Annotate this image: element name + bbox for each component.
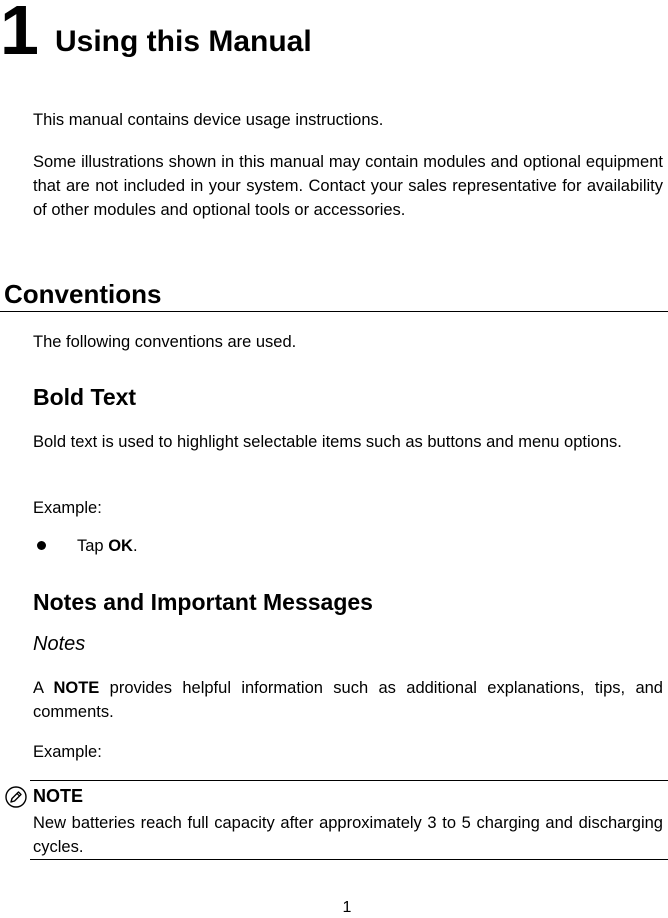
note-label: NOTE <box>33 786 84 806</box>
pencil-icon <box>5 786 27 808</box>
bold-text-example-label: Example: <box>33 499 102 517</box>
notes-desc-suffix: provides helpful information such as additional explanations, tips, and comments. <box>33 679 663 721</box>
notes-description <box>33 676 663 724</box>
note-top-rule <box>30 780 668 781</box>
bullet-prefix: Tap <box>77 537 109 555</box>
bullet-bold-ok: OK <box>108 537 133 555</box>
conventions-heading: Conventions <box>4 279 162 309</box>
notes-desc-bold: NOTE <box>53 679 100 697</box>
notes-subheading: Notes <box>33 633 86 655</box>
notes-example-label: Example: <box>33 743 102 761</box>
bold-text-heading: Bold Text <box>33 384 137 410</box>
bold-text-description: Bold text is used to highlight selectable items such as buttons and menu options. <box>33 433 622 451</box>
chapter-title: Using this Manual <box>55 25 312 58</box>
chapter-number: 1 <box>0 0 39 69</box>
bullet-item <box>77 534 138 558</box>
intro-paragraph-2: Some illustrations shown in this manual may contain modules and optional equipment that are not included in your system. Contact your sales representative for availability of other modules and optional tools or accessories. <box>33 153 663 219</box>
page-number: 1 <box>342 899 352 916</box>
notes-heading: Notes and Important Messages <box>33 589 373 615</box>
conventions-intro: The following conventions are used. <box>33 333 297 351</box>
bullet-icon <box>37 541 46 550</box>
conventions-divider <box>0 311 668 312</box>
note-bottom-rule <box>30 859 668 860</box>
note-text: New batteries reach full capacity after approximately 3 to 5 charging and discharging cycles. <box>33 814 663 856</box>
bullet-suffix: . <box>132 537 138 555</box>
notes-desc-prefix: A <box>33 679 54 697</box>
intro-paragraph-1: This manual contains device usage instructions. <box>33 111 384 129</box>
